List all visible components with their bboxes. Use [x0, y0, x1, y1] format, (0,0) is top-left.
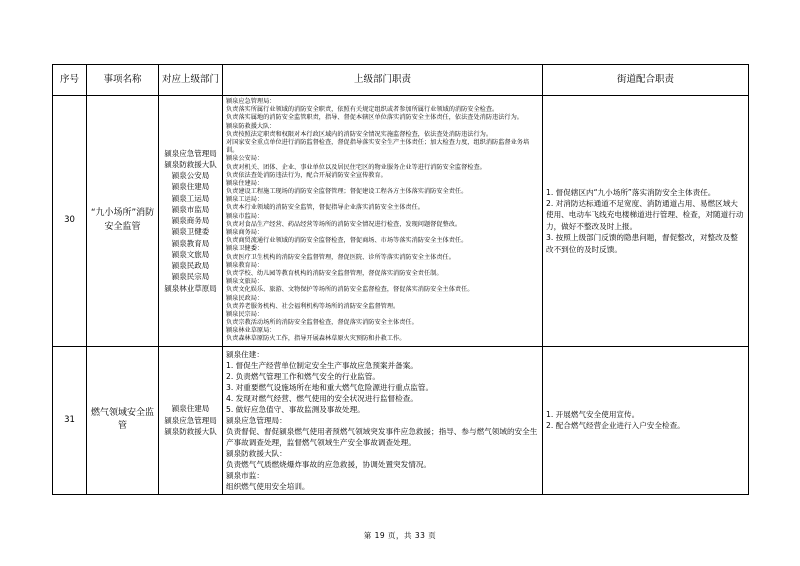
responsibility-table	[52, 64, 749, 495]
street-duty-line: 2. 对消防达标通道不足宽度、消防通道占用、易燃区域大使用、电动车飞线充电楼梯道进行管理、检查，对随道行动力，做好不整改及时上报。	[546, 199, 744, 231]
duty-block-line: 1. 督促生产经营单位制定安全生产事故应急预案并备案。	[226, 360, 418, 370]
duty-block-line: 3. 对重要燃气设施场所在地和重大燃气危险源进行重点监管。	[226, 382, 434, 392]
col-header-duty: 上级部门职责	[223, 65, 543, 96]
dept-name: 颍泉卫健委	[171, 227, 210, 237]
duty-block-title: 颍泉市监局：	[226, 212, 264, 220]
duty-block-title: 颍泉林业草原局：	[226, 327, 276, 335]
dept-name: 颍泉商务局	[171, 216, 210, 226]
duty-block-line: 负责依法查处消防违法行为，配合开展消防安全宣传教育。	[226, 171, 387, 179]
duty-block-title: 颍泉住建局：	[226, 179, 264, 187]
row-upper-duty	[223, 346, 543, 494]
duty-block-line: 负责养老服务机构、社会福利机构等场所的消防安全监督管理。	[226, 302, 400, 310]
col-header-no: 序号	[53, 65, 87, 96]
table-body	[53, 96, 749, 495]
duty-block-title: 颍泉应急管理局：	[226, 415, 287, 425]
duty-block-line: 负责落实所属行业领域的消防安全职责，依照有关规定组织或者参加所属行业领域的消防安全检查。	[226, 106, 499, 114]
duty-block-line: 负责学校、幼儿园等教育机构的消防安全监督管理，督促落实消防安全责任制。	[226, 269, 443, 277]
table-header	[53, 65, 749, 96]
table-header-row	[53, 65, 749, 96]
duty-block-line: 负责商贸流通行业领域的消防安全监督检查，督促商场、市场等落实消防安全主体责任。	[226, 237, 468, 245]
dept-name: 颍泉防救援大队	[164, 159, 217, 169]
duty-block-title: 颍泉民宗局：	[226, 310, 264, 318]
duty-block-title: 颍泉住建：	[226, 349, 264, 359]
duty-block-line: 组织燃气使用安全培训。	[226, 481, 310, 491]
duty-block-line: 负责燃气气质燃烧爆炸事故的应急救援，协调处置突发情况。	[226, 459, 432, 469]
table-row	[53, 96, 749, 347]
duty-block-title: 颍泉文旅局：	[226, 278, 264, 286]
street-duty-line: 1. 开展燃气安全使用宣传。	[546, 409, 640, 419]
duty-block-title: 颍泉防救援大队：	[226, 448, 287, 458]
dept-name: 颍泉民政局	[171, 261, 210, 271]
table-row	[53, 346, 749, 494]
duty-block-title: 颍泉卫健委：	[226, 245, 264, 253]
dept-name: 颍泉应急管理局	[164, 148, 217, 158]
duty-block-title: 颍泉民政局：	[226, 294, 264, 302]
duty-block-line: 负责按照法定职责和权限对本行政区域内的消防安全情况实施监督检查，依法查处消防违法行为。	[226, 130, 493, 138]
col-header-dept: 对应上级部门	[159, 65, 223, 96]
col-header-item: 事项名称	[87, 65, 159, 96]
duty-block-line: 4. 发现对燃气经营、燃气使用的安全状况进行监督检查。	[226, 393, 418, 403]
duty-block-title: 颍泉公安局：	[226, 155, 264, 163]
row-item-name: “九小场所”消防安全监管	[87, 96, 159, 347]
row-street-duty	[543, 346, 749, 494]
duty-block-title: 颍泉教育局：	[226, 261, 264, 269]
dept-name: 颍泉文旅局	[171, 249, 210, 259]
duty-block-title: 颍泉市监：	[226, 470, 264, 480]
duty-block-title: 颍泉工运局：	[226, 196, 264, 204]
duty-block-line: 负责宗教活动场所的消防安全监督检查，督促落实消防安全主体责任。	[226, 319, 418, 327]
dept-name: 颍泉住建局	[171, 182, 210, 192]
dept-name: 颍泉林业草原局	[164, 283, 217, 293]
duty-block-line: 负责对食品生产经营、药品经营等场所的消防安全情况进行检查，发现问题督促整改。	[226, 220, 462, 228]
row-number: 31	[53, 346, 87, 494]
duty-block-title: 颍泉防救援大队：	[226, 122, 276, 130]
duty-block-line: 负责对机关、团体、企业、事业单位以及居民住宅区的物业服务企业等进行消防安全监督检查。	[226, 163, 486, 171]
duty-block-line: 负责森林草原防火工作，指导开展森林草原火灾预防和扑救工作。	[226, 335, 406, 343]
street-duty-line: 3. 按照上级部门反馈的隐患问题，督促整改，对整改及整改不到位的及时反馈。	[546, 233, 738, 254]
row-item-name: 燃气领域安全监管	[87, 346, 159, 494]
duty-block-line: 负责落实属地的消防安全监管职责，指导、督促本辖区单位落实消防安全主体责任，依法查处消防违法行为。	[226, 114, 523, 122]
duty-block-line: 负责本行业领域的消防安全监管，督促指导企业落实消防安全主体责任。	[226, 204, 424, 212]
dept-name: 颍泉住建局	[171, 404, 210, 414]
street-duty-line: 1. 督促辖区内“九小场所”落实消防安全主体责任。	[546, 187, 716, 197]
dept-name: 颍泉防救援大队	[164, 426, 217, 436]
street-duty-line: 2. 配合燃气经营企业进行入户安全检查。	[546, 421, 685, 431]
duty-block-line: 5. 做好应急值守、事故监测及事故处理。	[226, 404, 365, 414]
dept-name: 颍泉教育局	[171, 238, 210, 248]
row-dept-list	[159, 96, 223, 347]
duty-block-line: 负责督促、督促颍泉燃气使用者预燃气领域突发事件应急救援；指导、参与燃气领域的安全生产事故调查处理，监督燃气领域生产安全事故调查处理。	[226, 426, 538, 447]
duty-block-line: 负责建设工程施工现场的消防安全监督管理；督促建设工程各方主体落实消防安全责任。	[226, 188, 468, 196]
dept-name: 颍泉民宗局	[171, 272, 210, 282]
duty-block-title: 颍泉应急管理局：	[226, 98, 276, 105]
duty-block-line: 2. 负责燃气管理工作和燃气安全的行业监管。	[226, 371, 380, 381]
row-number: 30	[53, 96, 87, 347]
dept-name: 颍泉市监局	[171, 204, 210, 214]
dept-name: 颍泉公安局	[171, 171, 210, 181]
row-street-duty	[543, 96, 749, 347]
duty-block-title: 颍泉商务局：	[226, 229, 264, 236]
dept-name: 颍泉应急管理局	[164, 415, 217, 425]
col-header-street: 街道配合职责	[543, 65, 749, 96]
duty-block-line: 负责医疗卫生机构的消防安全监督管理，督促医院、诊所等落实消防安全主体责任。	[226, 253, 455, 261]
row-dept-list	[159, 346, 223, 494]
row-upper-duty	[223, 96, 543, 347]
duty-block-line: 对国家安全重点单位进行消防监督检查，督促指导落实安全生产主体责任；加大检查力度，组织消防监督业务培训。	[226, 138, 530, 155]
dept-name: 颍泉工运局	[171, 193, 210, 203]
page-footer: 第 19 页，共 33 页	[363, 531, 437, 540]
duty-block-line: 负责文化娱乐、旅游、文物保护等场所的消防安全监督检查，督促落实消防安全主体责任。	[226, 286, 474, 294]
